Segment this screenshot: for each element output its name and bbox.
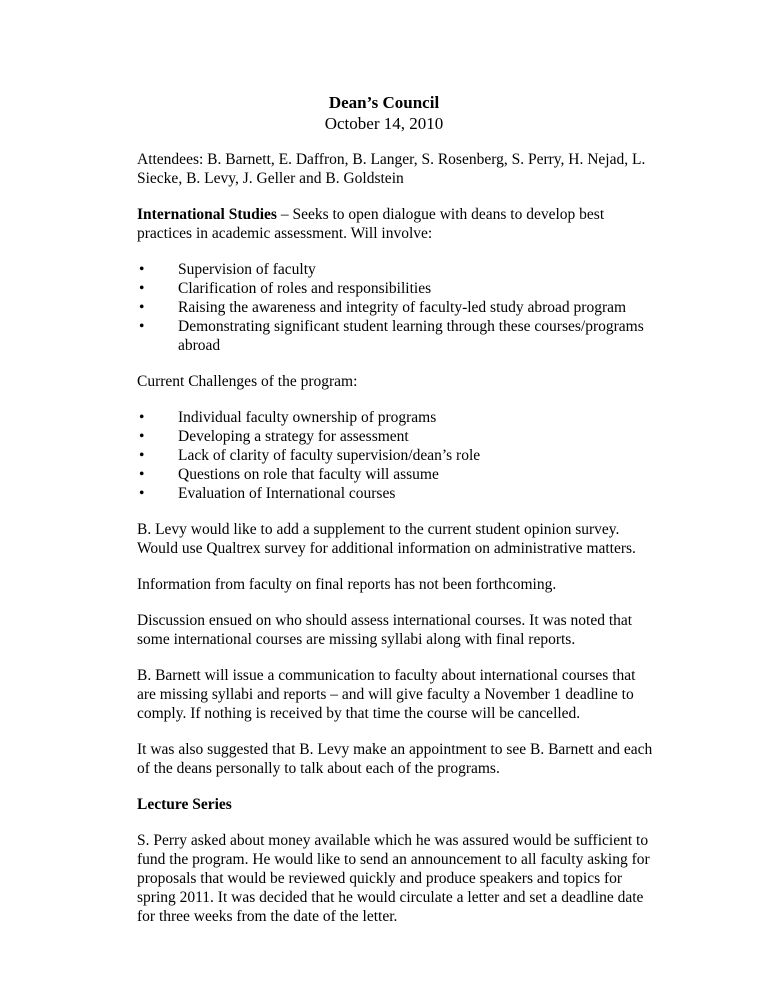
lecture-series-heading: Lecture Series [137, 796, 232, 813]
survey-paragraph: B. Levy would like to add a supplement to the current student opinion survey. Would use Qualtrex survey for additional information on administrative matters. [137, 521, 636, 557]
meeting-date: October 14, 2010 [324, 114, 444, 133]
list-item: • Demonstrating significant student learning through these courses/programs abroad [137, 317, 657, 355]
appointment-paragraph: It was also suggested that B. Levy make an appointment to see B. Barnett and each of the deans personally to talk about each of the programs. [137, 741, 653, 777]
challenges-list [137, 408, 657, 503]
deadline-paragraph: B. Barnett will issue a communication to faculty about international courses that are missing syllabi and reports – and will give faculty a November 1 deadline to comply. If nothing is received by that time the course will be cancelled. [137, 667, 636, 722]
list-item: • Developing a strategy for assessment [137, 427, 657, 446]
challenges-label: Current Challenges of the program: [137, 373, 358, 390]
list-item: • Clarification of roles and responsibilities [137, 279, 657, 298]
list-item: • Individual faculty ownership of programs [137, 408, 657, 427]
lecture-series-paragraph: S. Perry asked about money available which he was assured would be sufficient to fund the program. He would like to send an announcement to all faculty asking for proposals that would be reviewed quickly and produce speakers and topics for spring 2011. It was decided that he would circulate a letter and set a deadline date for three weeks from the date of the letter. [137, 832, 650, 925]
involvement-list [137, 260, 657, 355]
attendees-paragraph: Attendees: B. Barnett, E. Daffron, B. Langer, S. Rosenberg, S. Perry, H. Nejad, L. Siecke, B. Levy, J. Geller and B. Goldstein [137, 151, 646, 187]
international-studies-heading: International Studies [137, 206, 277, 223]
international-studies-intro [137, 205, 657, 243]
list-item: • Supervision of faculty [137, 260, 657, 279]
document-title: Dean’s Council [328, 93, 440, 112]
international-studies-intro-text: – Seeks to open dialogue with deans to develop best practices in academic assessment. Will involve: [137, 206, 605, 242]
list-item: • Questions on role that faculty will assume [137, 465, 657, 484]
list-item: • Evaluation of International courses [137, 484, 657, 503]
title-block [0, 92, 768, 134]
list-item: • Lack of clarity of faculty supervision/dean’s role [137, 446, 657, 465]
assessment-discussion-paragraph: Discussion ensued on who should assess international courses. It was noted that some international courses are missing syllabi along with final reports. [137, 612, 633, 648]
list-item: • Raising the awareness and integrity of faculty-led study abroad program [137, 298, 657, 317]
document-body [137, 150, 657, 943]
final-reports-paragraph: Information from faculty on final reports has not been forthcoming. [137, 576, 557, 593]
